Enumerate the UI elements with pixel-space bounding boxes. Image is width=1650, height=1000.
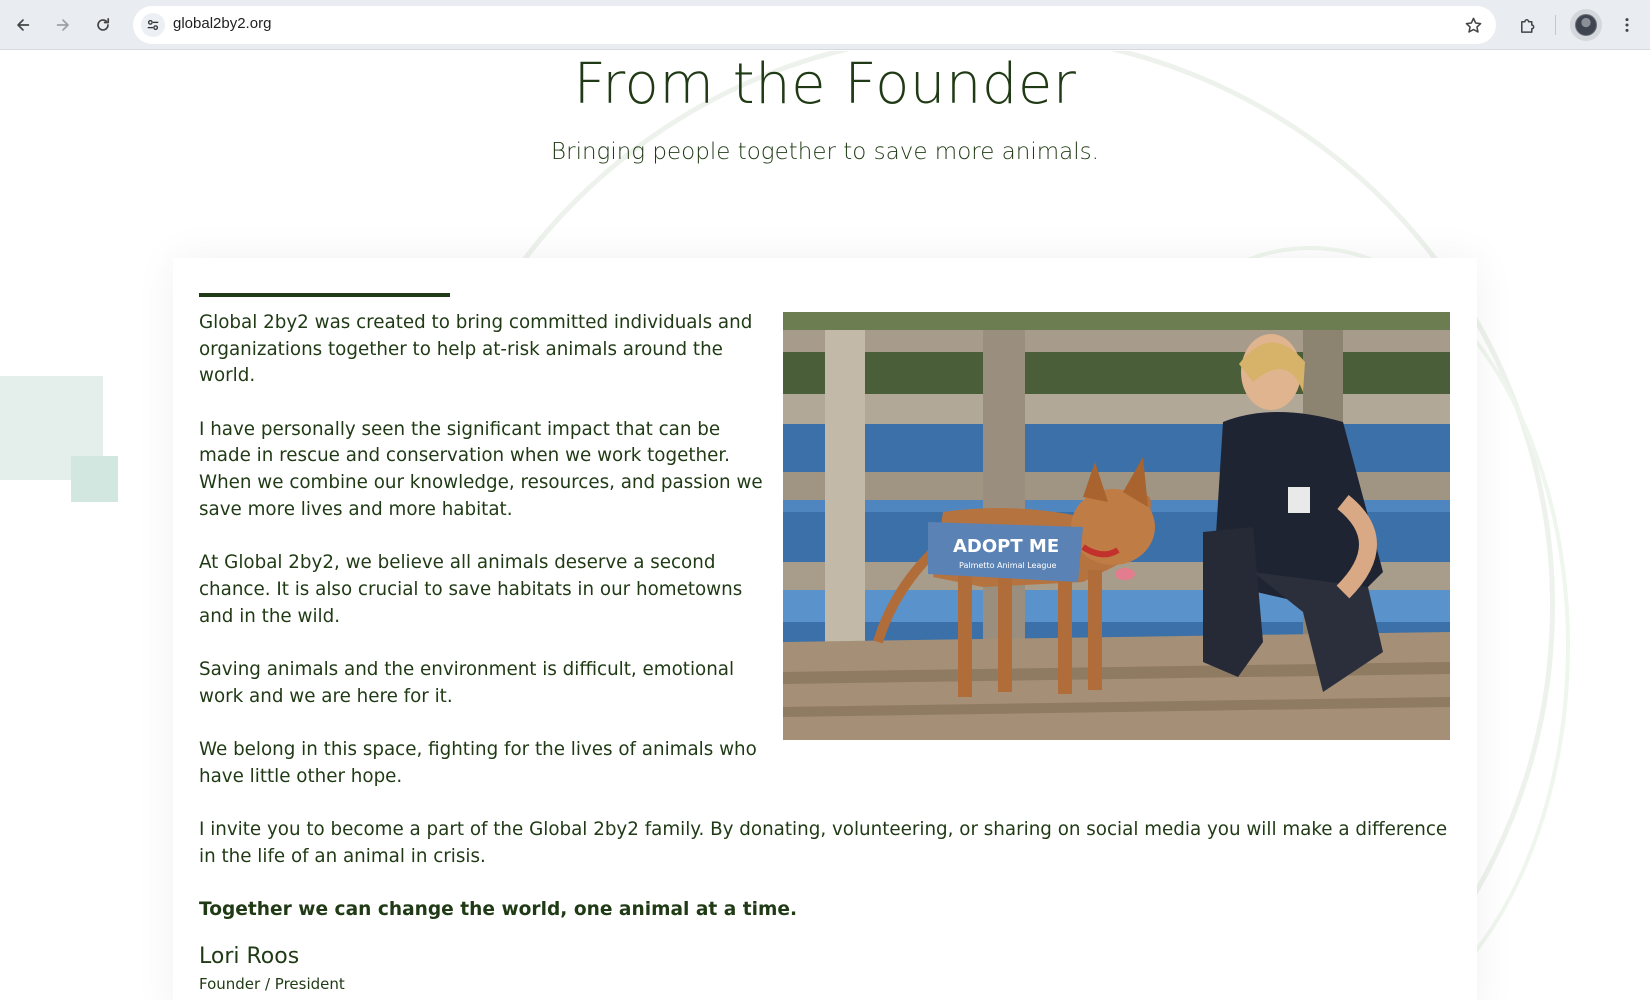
letter-paragraph: At Global 2by2, we believe all animals deserve a second chance. It is also crucial to save habitats in our hometowns and in the wild. (199, 552, 743, 627)
founder-letter-card (173, 258, 1477, 1000)
signature-name: Lori Roos (199, 944, 300, 969)
reload-icon (94, 16, 112, 34)
bookmark-button[interactable] (1462, 14, 1484, 36)
avatar-image (1575, 14, 1597, 36)
page-content (0, 51, 1650, 1000)
arrow-left-icon (14, 16, 32, 34)
letter-paragraph: I have personally seen the significant impact that can be made in rescue and conservation when we work together. When we combine our knowledge, resources, and passion we save more lives and more habitat. (199, 418, 763, 520)
puzzle-icon (1518, 16, 1537, 35)
letter-paragraph: Global 2by2 was created to bring committed individuals and organizations together to help at-risk animals around the world. (199, 312, 753, 387)
letter-paragraph: Saving animals and the environment is difficult, emotional work and we are here for it. (199, 658, 735, 707)
tune-icon (146, 18, 160, 32)
accent-rule (199, 293, 450, 297)
letter-closing: Together we can change the world, one animal at a time. (199, 898, 798, 920)
page-title: From the Founder (573, 52, 1077, 117)
toolbar-divider (1555, 15, 1556, 35)
browser-menu-button[interactable] (1614, 12, 1640, 38)
page-subtitle: Bringing people together to save more animals. (551, 139, 1099, 165)
vest-subtext: Palmetto Animal League (959, 561, 1057, 570)
letter-body (199, 310, 1449, 950)
kebab-menu-icon (1618, 16, 1636, 34)
letter-paragraph: I invite you to become a part of the Global 2by2 family. By donating, volunteering, or sharing on social media you will make a difference in the life of an animal in crisis. (199, 818, 1448, 867)
profile-avatar[interactable] (1570, 9, 1602, 41)
signature-role: Founder / President (199, 975, 345, 993)
back-button[interactable] (10, 12, 36, 38)
arrow-right-icon (54, 16, 72, 34)
decorative-square-small (71, 456, 118, 502)
site-info-button[interactable] (141, 13, 165, 37)
forward-button[interactable] (50, 12, 76, 38)
url-text[interactable]: global2by2.org (173, 15, 272, 32)
vest-text: ADOPT ME (953, 536, 1060, 557)
extensions-button[interactable] (1514, 12, 1540, 38)
address-bar[interactable] (133, 6, 1496, 44)
browser-toolbar (0, 0, 1650, 50)
letter-paragraph: We belong in this space, fighting for the lives of animals who have little other hope. (199, 738, 757, 787)
reload-button[interactable] (90, 12, 116, 38)
star-icon (1464, 16, 1483, 35)
